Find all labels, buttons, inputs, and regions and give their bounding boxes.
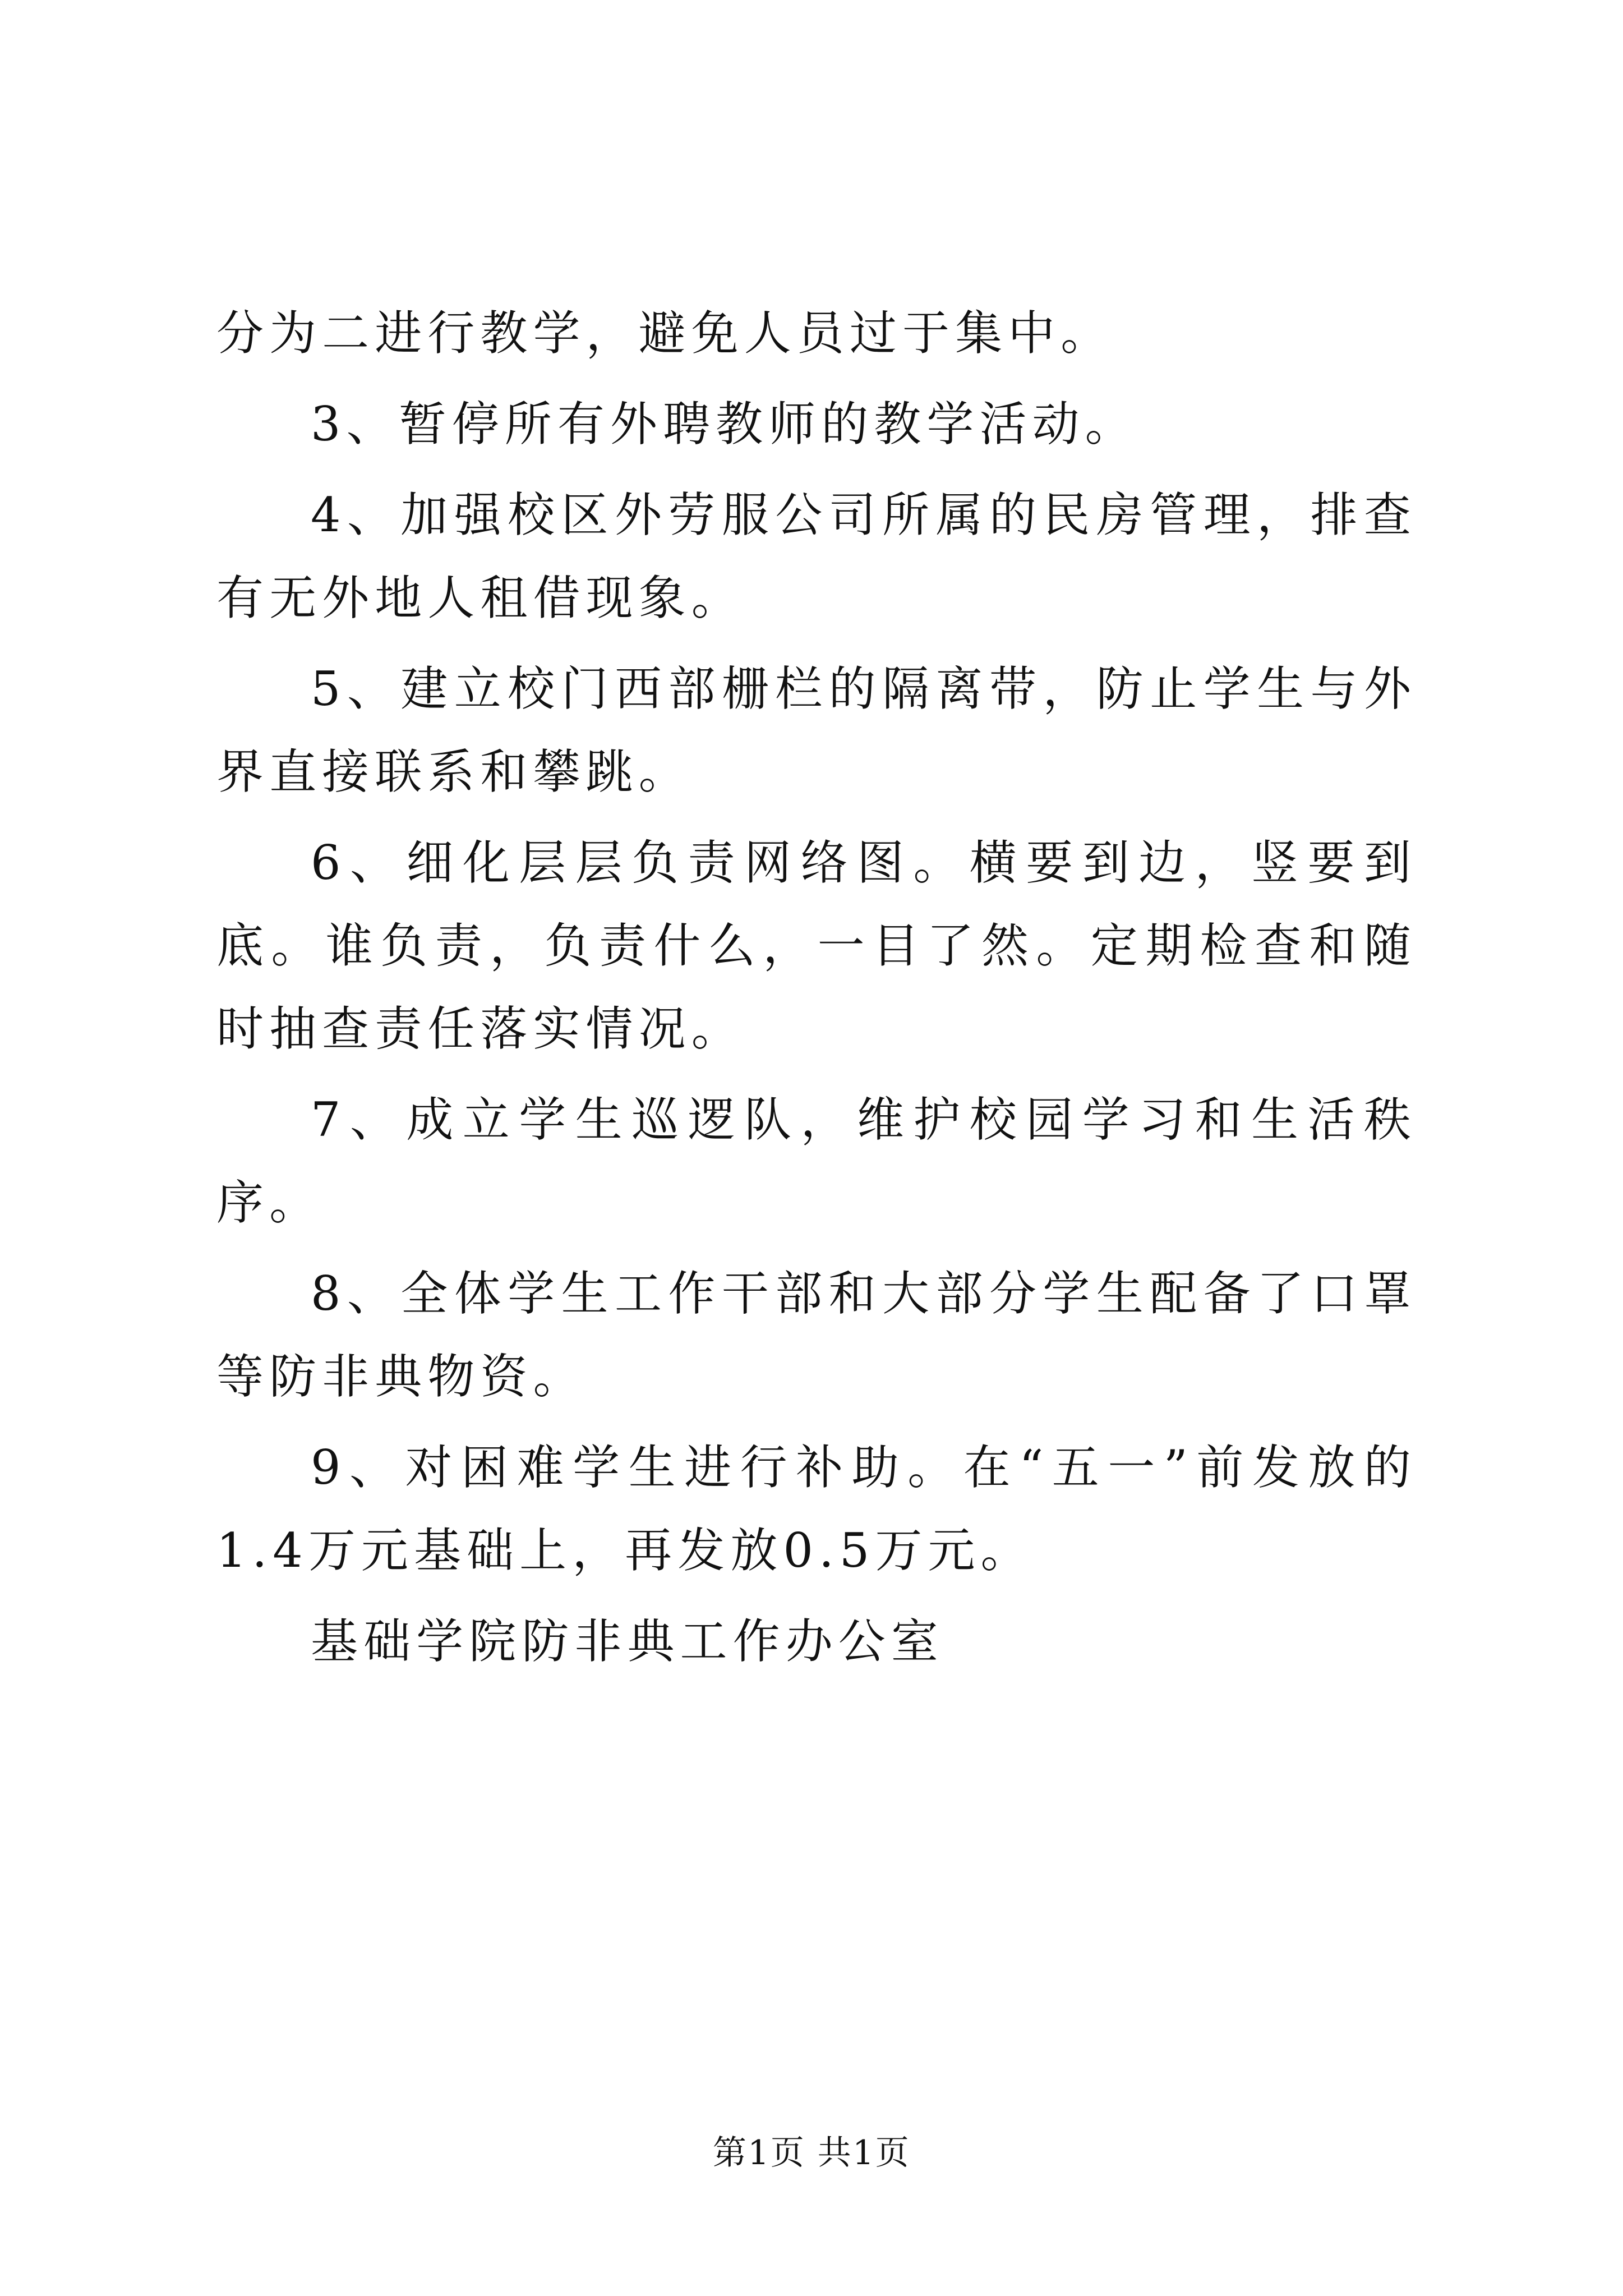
paragraph-item-4: 4、加强校区外劳服公司所属的民房管理，排查有无外地人租借现象。 (216, 487, 1417, 625)
paragraph-item-9: 9、对困难学生进行补助。在“五一”前发放的1.4万元基础上，再发放0.5万元。 (216, 1440, 1417, 1578)
page-footer: 第1页 共1页 (712, 2133, 911, 2173)
paragraph-continuation: 分为二进行教学，避免人员过于集中。 (216, 306, 1114, 361)
paragraph-item-3: 3、暂停所有外聘教师的教学活动。 (311, 397, 1138, 452)
paragraph-item-8: 8、全体学生工作干部和大部分学生配备了口罩等防非典物资。 (216, 1266, 1417, 1404)
paragraph-item-6: 6、细化层层负责网络图。横要到边，竖要到底。谁负责，负责什么，一目了然。定期检查和随时抽查责任落实情况。 (216, 835, 1417, 1056)
document-body (216, 292, 1417, 1691)
paragraph-item-5: 5、建立校门西部栅栏的隔离带，防止学生与外界直接联系和攀跳。 (216, 661, 1417, 799)
paragraph-item-7: 7、成立学生巡逻队，维护校园学习和生活秩序。 (216, 1092, 1417, 1230)
signature-line: 基础学院防非典工作办公室 (311, 1614, 944, 1669)
